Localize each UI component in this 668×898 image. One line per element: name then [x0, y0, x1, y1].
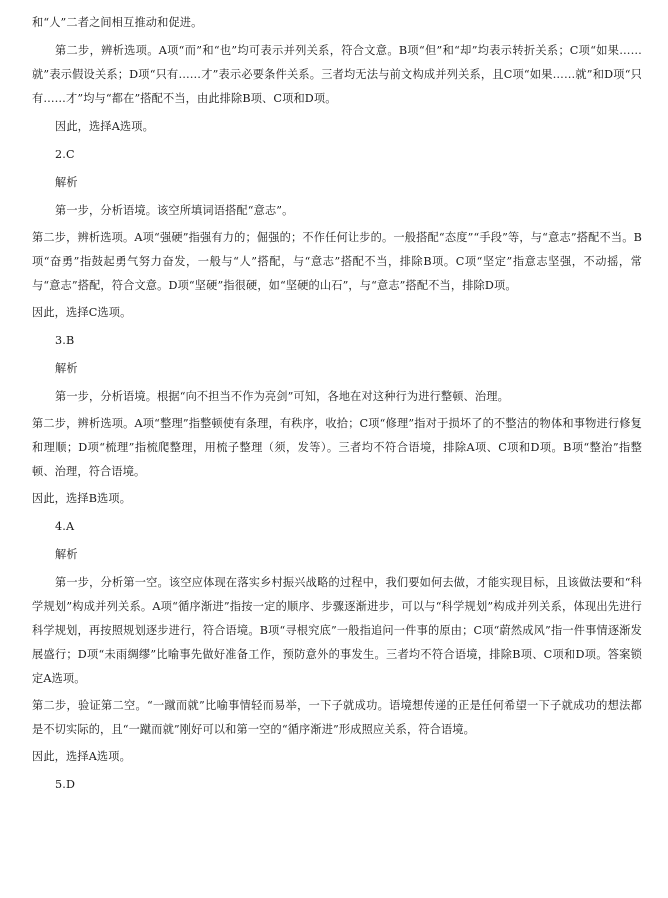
paragraph-q3-conclusion: 因此，选择B选项。	[32, 492, 132, 505]
paragraph-q2-step1: 第一步，分析语境。该空所填词语搭配“意志”。	[55, 204, 294, 217]
answer-number-2: 2.C	[55, 148, 75, 161]
paragraph-q1-step2: 第二步，辨析选项。A项“而”和“也”均可表示并列关系，符合文意。B项“但”和“却”均表示转折关系；C项“如果……就”表示假设关系；D项“只有……才”表示必要条件关系。三者均无法与前文构成并列关系，且C项“如果……就”和D项“只有……才”均与“都在”搭配不当，由此排除B项、C项和D项。	[32, 44, 642, 105]
answer-number-3: 3.B	[55, 334, 75, 347]
answer-number-5: 5.D	[55, 778, 76, 791]
paragraph-q2-step2: 第二步，辨析选项。A项“强硬”指强有力的；倔强的；不作任何让步的。一般搭配“态度”“手段”等，与“意志”搭配不当。B项“奋勇”指鼓起勇气努力奋发，一般与“人”搭配，与“意志”搭配不当，排除B项。C项“坚定”指意志坚强，不动摇，常与“意志”搭配，符合文意。D项“坚硬”指很硬，如“坚硬的山石”，与“意志”搭配不当，排除D项。	[32, 231, 642, 292]
paragraph-q4-step2: 第二步，验证第二空。“一蹴而就”比喻事情轻而易举，一下子就成功。语境想传递的正是任何希望一下子就成功的想法都是不切实际的，且“一蹴而就”刚好可以和第一空的“循序渐进”形成照应关系，符合语境。	[32, 699, 642, 736]
paragraph-q3-step2: 第二步，辨析选项。A项“整理”指整顿使有条理，有秩序，收拾；C项“修理”指对于损坏了的不整洁的物体和事物进行修复和理顺；D项“梳理”指梳爬整理，用梳子整理（须，发等）。三者均不符合语境，排除A项、C项和D项。B项“整治”指整顿、治理，符合语境。	[32, 417, 642, 478]
paragraph-q3-step1: 第一步，分析语境。根据“向不担当不作为亮剑”可知，各地在对这种行为进行整顿、治理。	[55, 390, 509, 403]
paragraph-continuation: 和“人”二者之间相互推动和促进。	[32, 16, 203, 29]
analysis-heading-4: 解析	[55, 548, 78, 561]
paragraph-q1-conclusion: 因此，选择A选项。	[55, 120, 154, 133]
answer-number-4: 4.A	[55, 520, 75, 533]
analysis-heading-2: 解析	[55, 176, 78, 189]
paragraph-q4-conclusion: 因此，选择A选项。	[32, 750, 131, 763]
paragraph-q2-conclusion: 因此，选择C选项。	[32, 306, 132, 319]
paragraph-q4-step1: 第一步，分析第一空。该空应体现在落实乡村振兴战略的过程中，我们要如何去做，才能实现目标，且该做法要和“科学规划”构成并列关系。A项“循序渐进”指按一定的顺序、步骤逐渐进步，可以与“科学规划”构成并列关系，体现出先进行科学规划，再按照规划逐步进行，符合语境。B项“寻根究底”一般指追问一件事的原由；C项“蔚然成风”指一件事情逐渐发展盛行；D项“未雨绸缪”比喻事先做好准备工作，预防意外的事发生。三者均不符合语境，排除B项、C项和D项。答案锁定A选项。	[32, 576, 642, 685]
analysis-heading-3: 解析	[55, 362, 78, 375]
